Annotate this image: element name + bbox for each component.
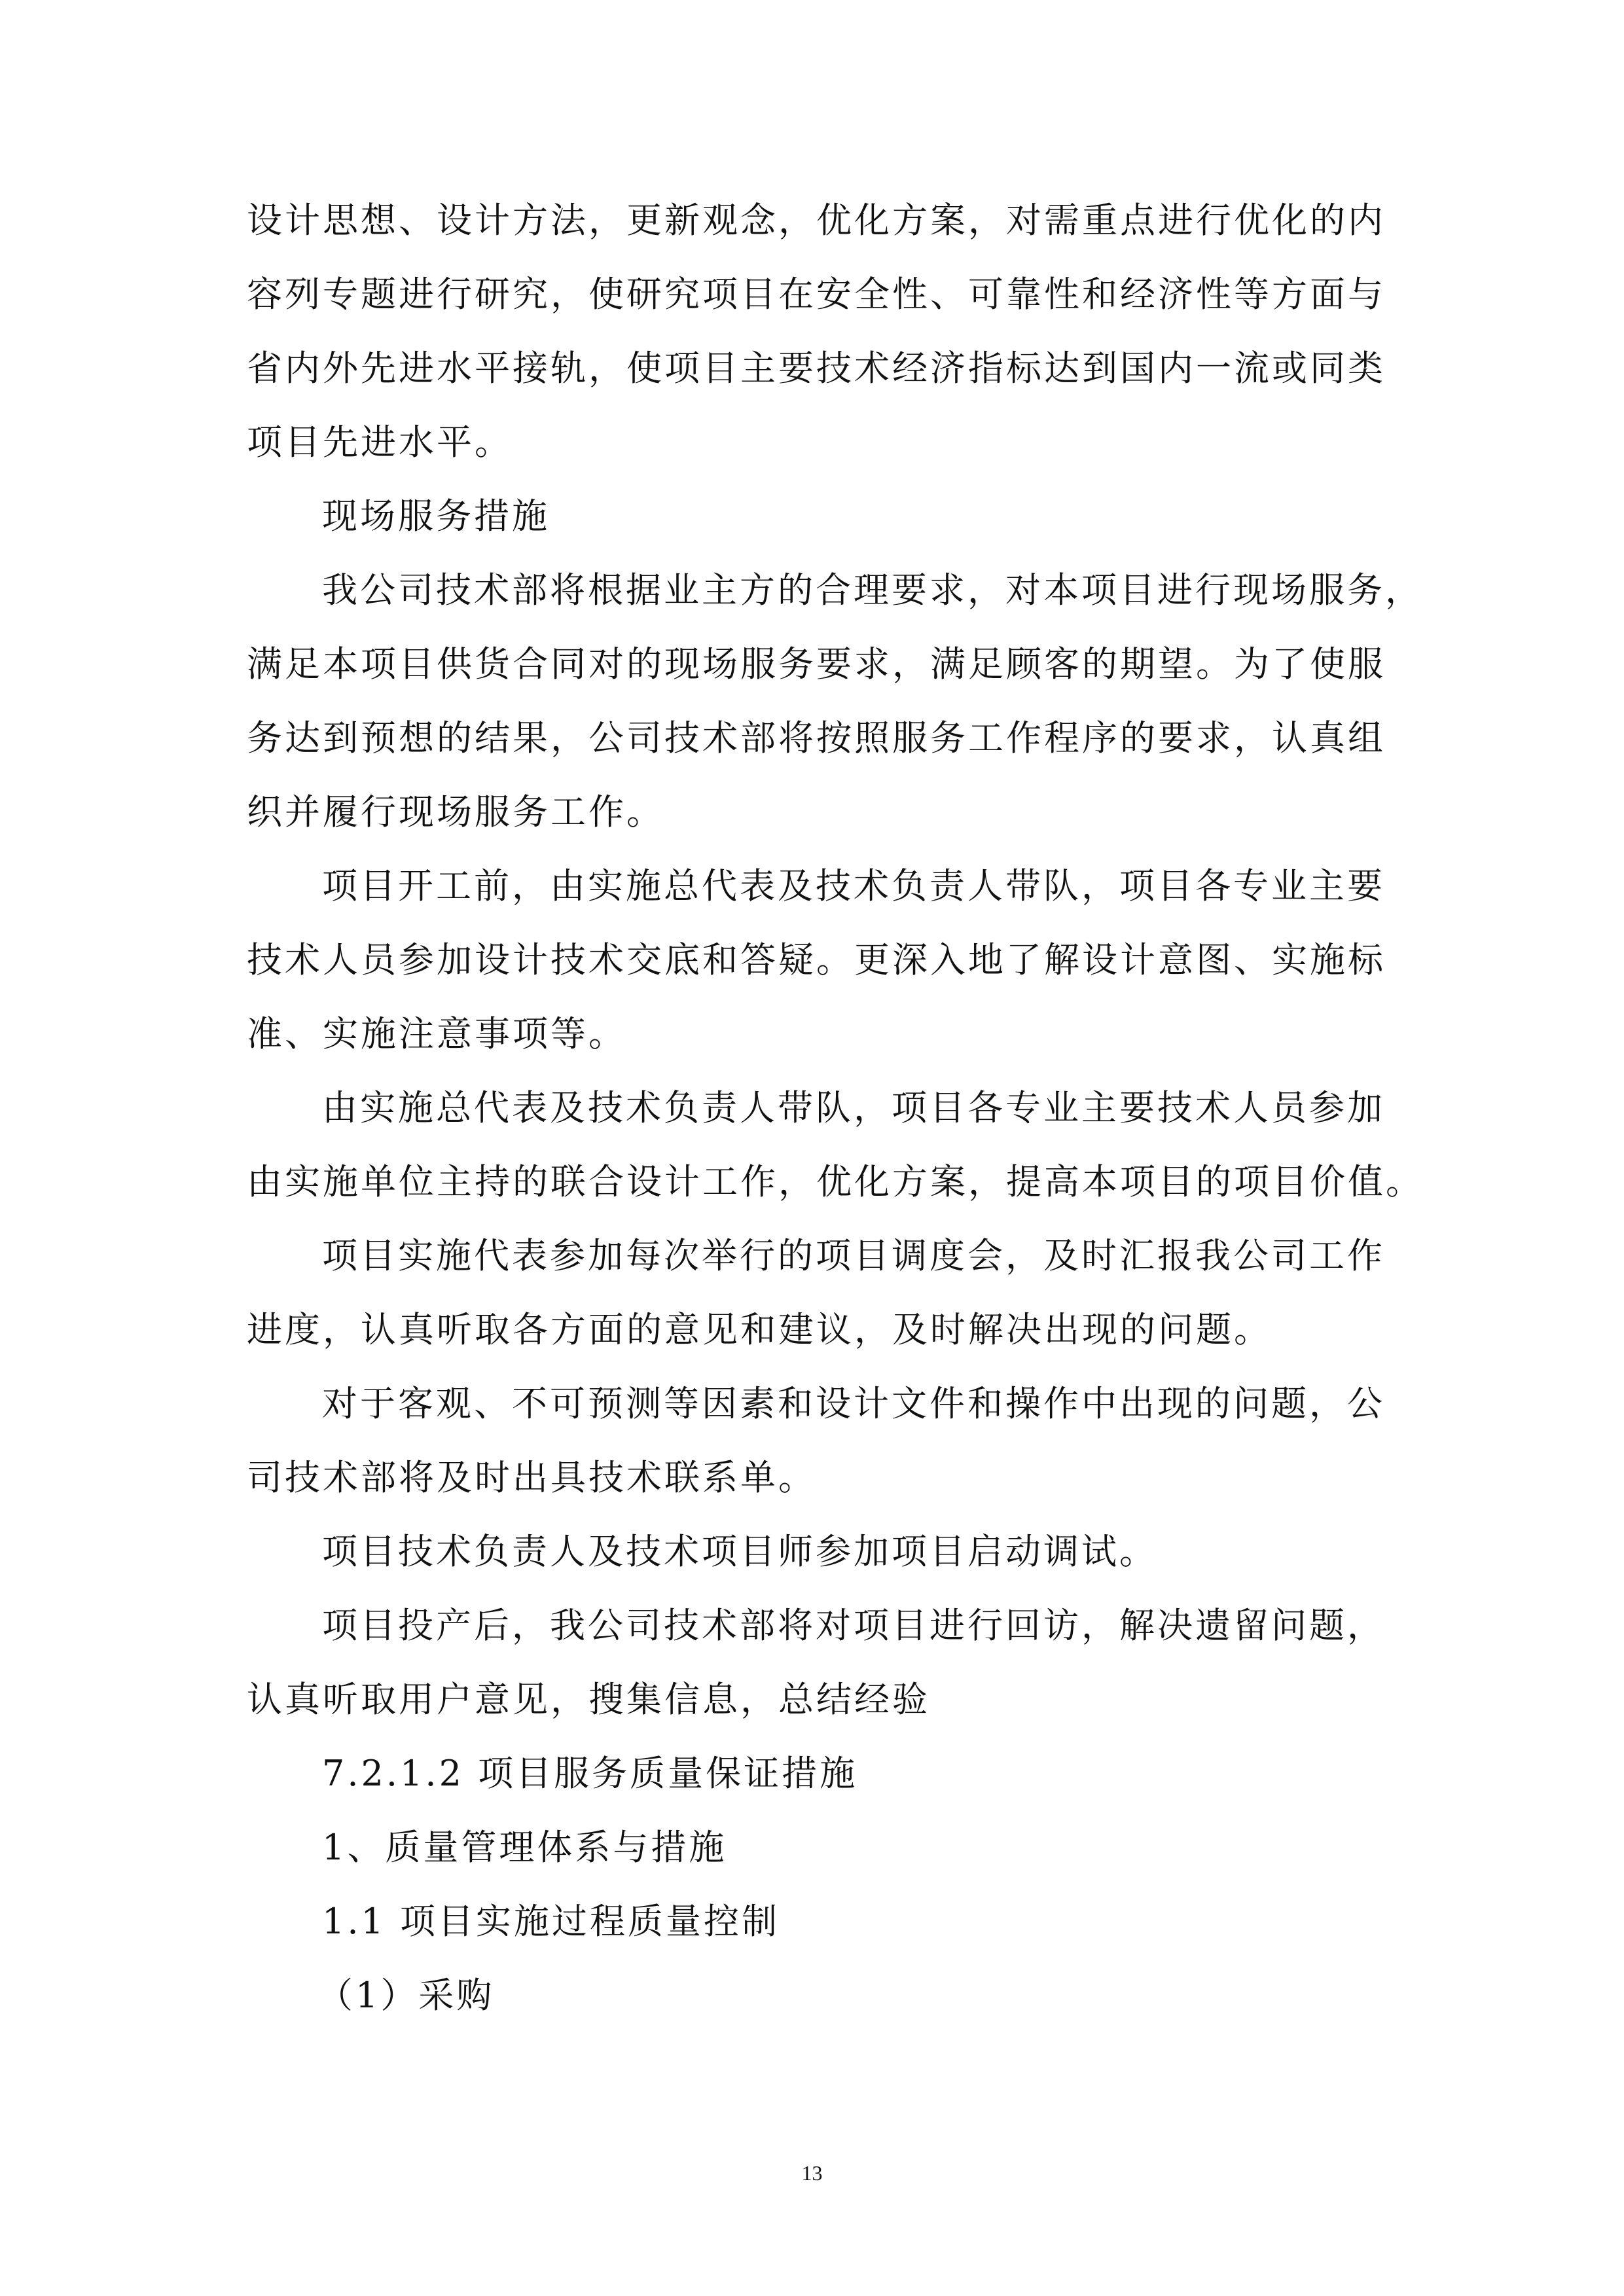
page-number: 13 <box>801 2161 823 2185</box>
text-line: 省内外先进水平接轨，使项目主要技术经济指标达到国内一流或同类 <box>247 348 1386 389</box>
list-heading: （1）采购 <box>317 1975 495 2016</box>
text-line: 项目实施代表参加每次举行的项目调度会，及时汇报我公司工作 <box>322 1235 1385 1276</box>
text-line: 设计思想、设计方法，更新观念，优化方案，对需重点进行优化的内 <box>247 200 1386 241</box>
text-line: 项目先进水平。 <box>247 422 513 463</box>
text-line: 准、实施注意事项等。 <box>247 1013 626 1054</box>
text-line: 织并履行现场服务工作。 <box>247 791 664 833</box>
text-line: 由实施总代表及技术负责人带队，项目各专业主要技术人员参加 <box>322 1087 1385 1128</box>
subsection-heading: 1.1 项目实施过程质量控制 <box>322 1901 780 1942</box>
text-line: 务达到预想的结果，公司技术部将按照服务工作程序的要求，认真组 <box>247 717 1386 759</box>
text-line: 满足本项目供货合同对的现场服务要求，满足顾客的期望。为了使服 <box>247 643 1386 685</box>
text-line: 项目投产后，我公司技术部将对项目进行回访，解决遗留问题， <box>322 1605 1385 1646</box>
text-line: 项目技术负责人及技术项目师参加项目启动调试。 <box>322 1531 1157 1572</box>
text-line: 进度，认真听取各方面的意见和建议，及时解决出现的问题。 <box>247 1309 1272 1350</box>
text-line: 项目开工前，由实施总代表及技术负责人带队，项目各专业主要 <box>322 865 1385 906</box>
section-heading: 7.2.1.2 项目服务质量保证措施 <box>322 1753 858 1794</box>
text-line: 技术人员参加设计技术交底和答疑。更深入地了解设计意图、实施标 <box>247 939 1386 980</box>
section-heading: 现场服务措施 <box>322 495 550 537</box>
text-line: 对于客观、不可预测等因素和设计文件和操作中出现的问题，公 <box>322 1383 1385 1424</box>
text-line: 我公司技术部将根据业主方的合理要求，对本项目进行现场服务， <box>322 569 1423 611</box>
document-body <box>247 183 1424 2032</box>
text-line: 容列专题进行研究，使研究项目在安全性、可靠性和经济性等方面与 <box>247 274 1386 315</box>
text-line: 司技术部将及时出具技术联系单。 <box>247 1457 816 1498</box>
text-line: 认真听取用户意见，搜集信息，总结经验 <box>247 1679 930 1720</box>
text-line: 由实施单位主持的联合设计工作，优化方案，提高本项目的项目价值。 <box>247 1161 1424 1202</box>
subsection-heading: 1、质量管理体系与措施 <box>322 1827 727 1868</box>
